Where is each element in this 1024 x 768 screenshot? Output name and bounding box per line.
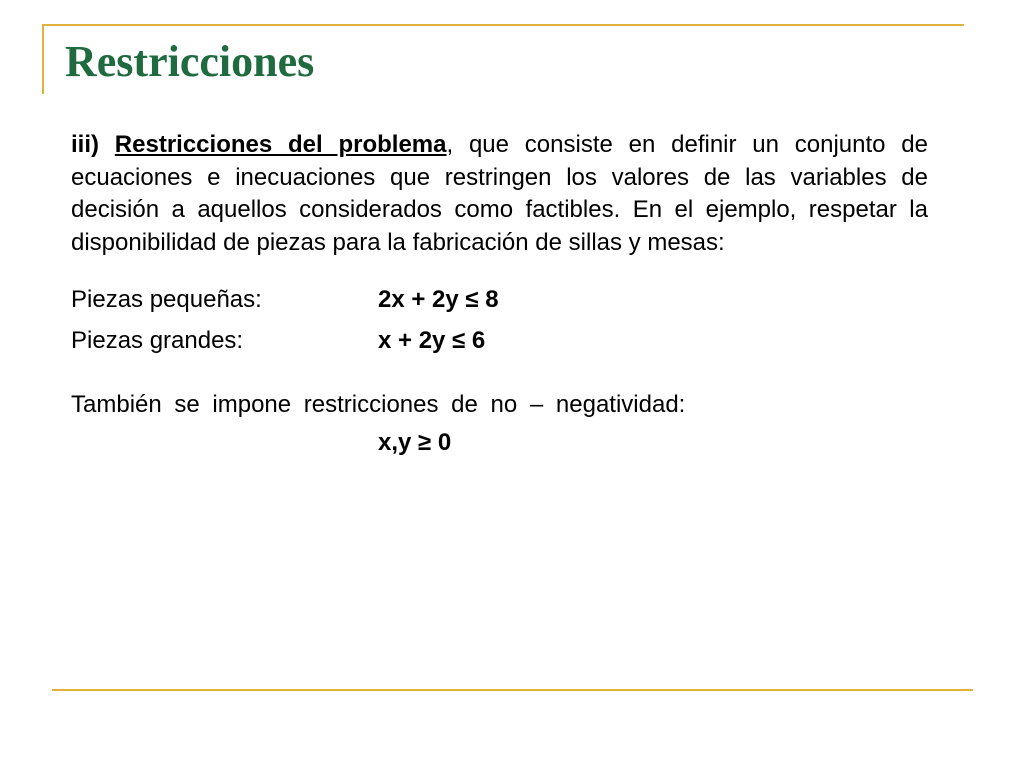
intro-term: Restricciones del problema [114, 131, 447, 158]
intro-prefix: iii) [71, 131, 99, 158]
bottom-border-line [52, 689, 973, 691]
intro-paragraph [71, 129, 928, 259]
constraint-expression: x + 2y ≤ 6 [378, 327, 486, 354]
slide-body [71, 129, 928, 463]
constraint-row-large-pieces [71, 320, 928, 361]
intro-text: , que consiste en definir un conjunto de ecuaciones e inecuaciones que restringen los valores de las variables de decisión a aquellos considerados como factibles. En el ejemplo, respetar la disponibilidad de piezas para la fabricación de sillas y mesas: [71, 131, 928, 256]
top-border-line [42, 24, 964, 26]
constraint-row-small-pieces [71, 279, 928, 320]
constraint-label: Piezas grandes: [71, 327, 244, 354]
constraint-label: Piezas pequeñas: [71, 286, 262, 313]
nonnegativity-expression: x,y ≥ 0 [378, 429, 452, 456]
nonnegativity-row [71, 423, 928, 463]
left-border-line [42, 24, 44, 94]
slide-title: Restricciones [65, 37, 315, 86]
nonnegativity-text: También se impone restricciones de no – negatividad: [71, 391, 686, 418]
constraint-expression: 2x + 2y ≤ 8 [378, 286, 499, 313]
